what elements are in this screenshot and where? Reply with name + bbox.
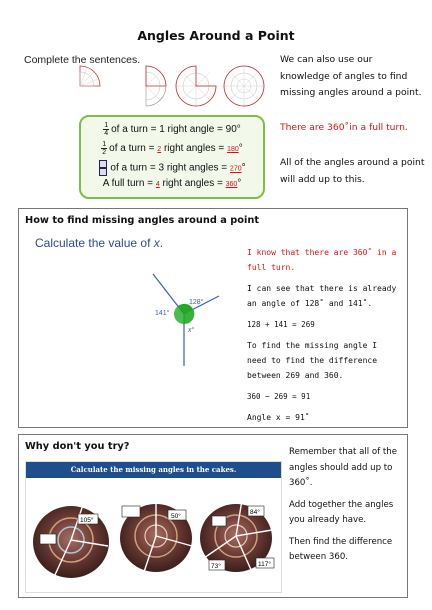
cakes-banner: Calculate the missing angles in the cakes. xyxy=(26,462,281,478)
cake-2-blank xyxy=(122,506,140,517)
sentence-3: of a turn = 3 right angles = 270° xyxy=(81,160,263,176)
cake-2 xyxy=(120,500,192,572)
fraction-half: $\frac{1}{2}$ xyxy=(102,141,107,156)
step-2: I can see that there is already an angle of 128˚ and 141˚. xyxy=(247,284,397,308)
cake-1 xyxy=(33,502,109,578)
three-quarter-turn-diagram xyxy=(176,66,216,106)
answer-right-angles-full: 4 xyxy=(155,181,160,188)
answer-degrees-half: 180 xyxy=(227,146,239,154)
how-to-panel xyxy=(18,208,408,428)
cake-1-label: 105° xyxy=(80,517,94,524)
angle-diagram xyxy=(139,264,249,374)
turn-diagrams xyxy=(78,64,268,114)
try-panel xyxy=(18,434,408,598)
answer-right-angles-half: 2 xyxy=(157,146,162,154)
try-heading: Why don't you try? xyxy=(25,441,130,452)
fraction-blank-icon xyxy=(98,160,108,176)
cakes-image xyxy=(25,461,282,593)
step-3: To find the missing angle I need to find the difference between 269 and 360. xyxy=(247,341,378,380)
answer-degrees-full: 360 xyxy=(225,181,238,188)
cake-3-label-1: 84° xyxy=(250,509,260,516)
cake-3 xyxy=(200,500,274,572)
sentence-2: $\frac{1}{2}$ of a turn = 2 right angles = 180° xyxy=(102,141,243,156)
cakes-drawing xyxy=(26,480,281,592)
label-x: x° xyxy=(188,327,195,334)
sentence-1: $\frac{1}{4}$ of a turn = 1 right angle = 90° xyxy=(104,122,241,137)
answer-line: Angle x = 91˚ xyxy=(247,413,310,422)
complete-prompt: Complete the sentences. xyxy=(24,54,141,66)
hint-2: Add together the angles you already have. xyxy=(289,499,394,525)
sentence-box xyxy=(79,115,265,199)
sentence-4: A full turn = 4 right angles = 360° xyxy=(102,178,242,189)
try-hints xyxy=(289,445,401,566)
full-turn-diagram xyxy=(224,66,264,106)
hint-3: Then find the difference between 360. xyxy=(289,536,393,562)
page-title: Angles Around a Point xyxy=(137,28,295,43)
quarter-turn-diagram xyxy=(80,66,100,86)
cake-3-label-3: 117° xyxy=(258,561,271,568)
fraction-quarter: $\frac{1}{4}$ xyxy=(104,122,109,137)
cake-1-blank xyxy=(40,534,56,544)
intro-text-2: There are 360˚in a full turn. xyxy=(280,122,408,133)
how-to-steps xyxy=(247,245,399,425)
cake-3-label-2: 73° xyxy=(211,563,221,570)
answer-degrees-three-quarter: 270 xyxy=(229,165,242,173)
half-turn-diagram xyxy=(146,66,166,106)
equation-1: 128 + 141 = 269 xyxy=(247,320,315,329)
intro-text-1: We can also use our knowledge of angles to find missing angles around a point. xyxy=(280,54,422,98)
equation-2: 360 − 269 = 91 xyxy=(247,392,311,401)
step-1: I know that there are 360˚ in a full turn. xyxy=(247,248,397,272)
label-141: 141° xyxy=(155,310,170,317)
cake-2-label: 50° xyxy=(171,513,181,520)
hint-1: Remember that all of the angles should add up to 360˚. xyxy=(289,447,397,488)
how-to-heading: How to find missing angles around a point xyxy=(25,215,260,226)
cake-3-blank xyxy=(212,516,226,526)
label-128: 128° xyxy=(189,299,204,306)
intro-text-3: All of the angles around a point will add up to this. xyxy=(280,157,425,185)
calculate-prompt: Calculate the value of x. xyxy=(35,236,164,250)
